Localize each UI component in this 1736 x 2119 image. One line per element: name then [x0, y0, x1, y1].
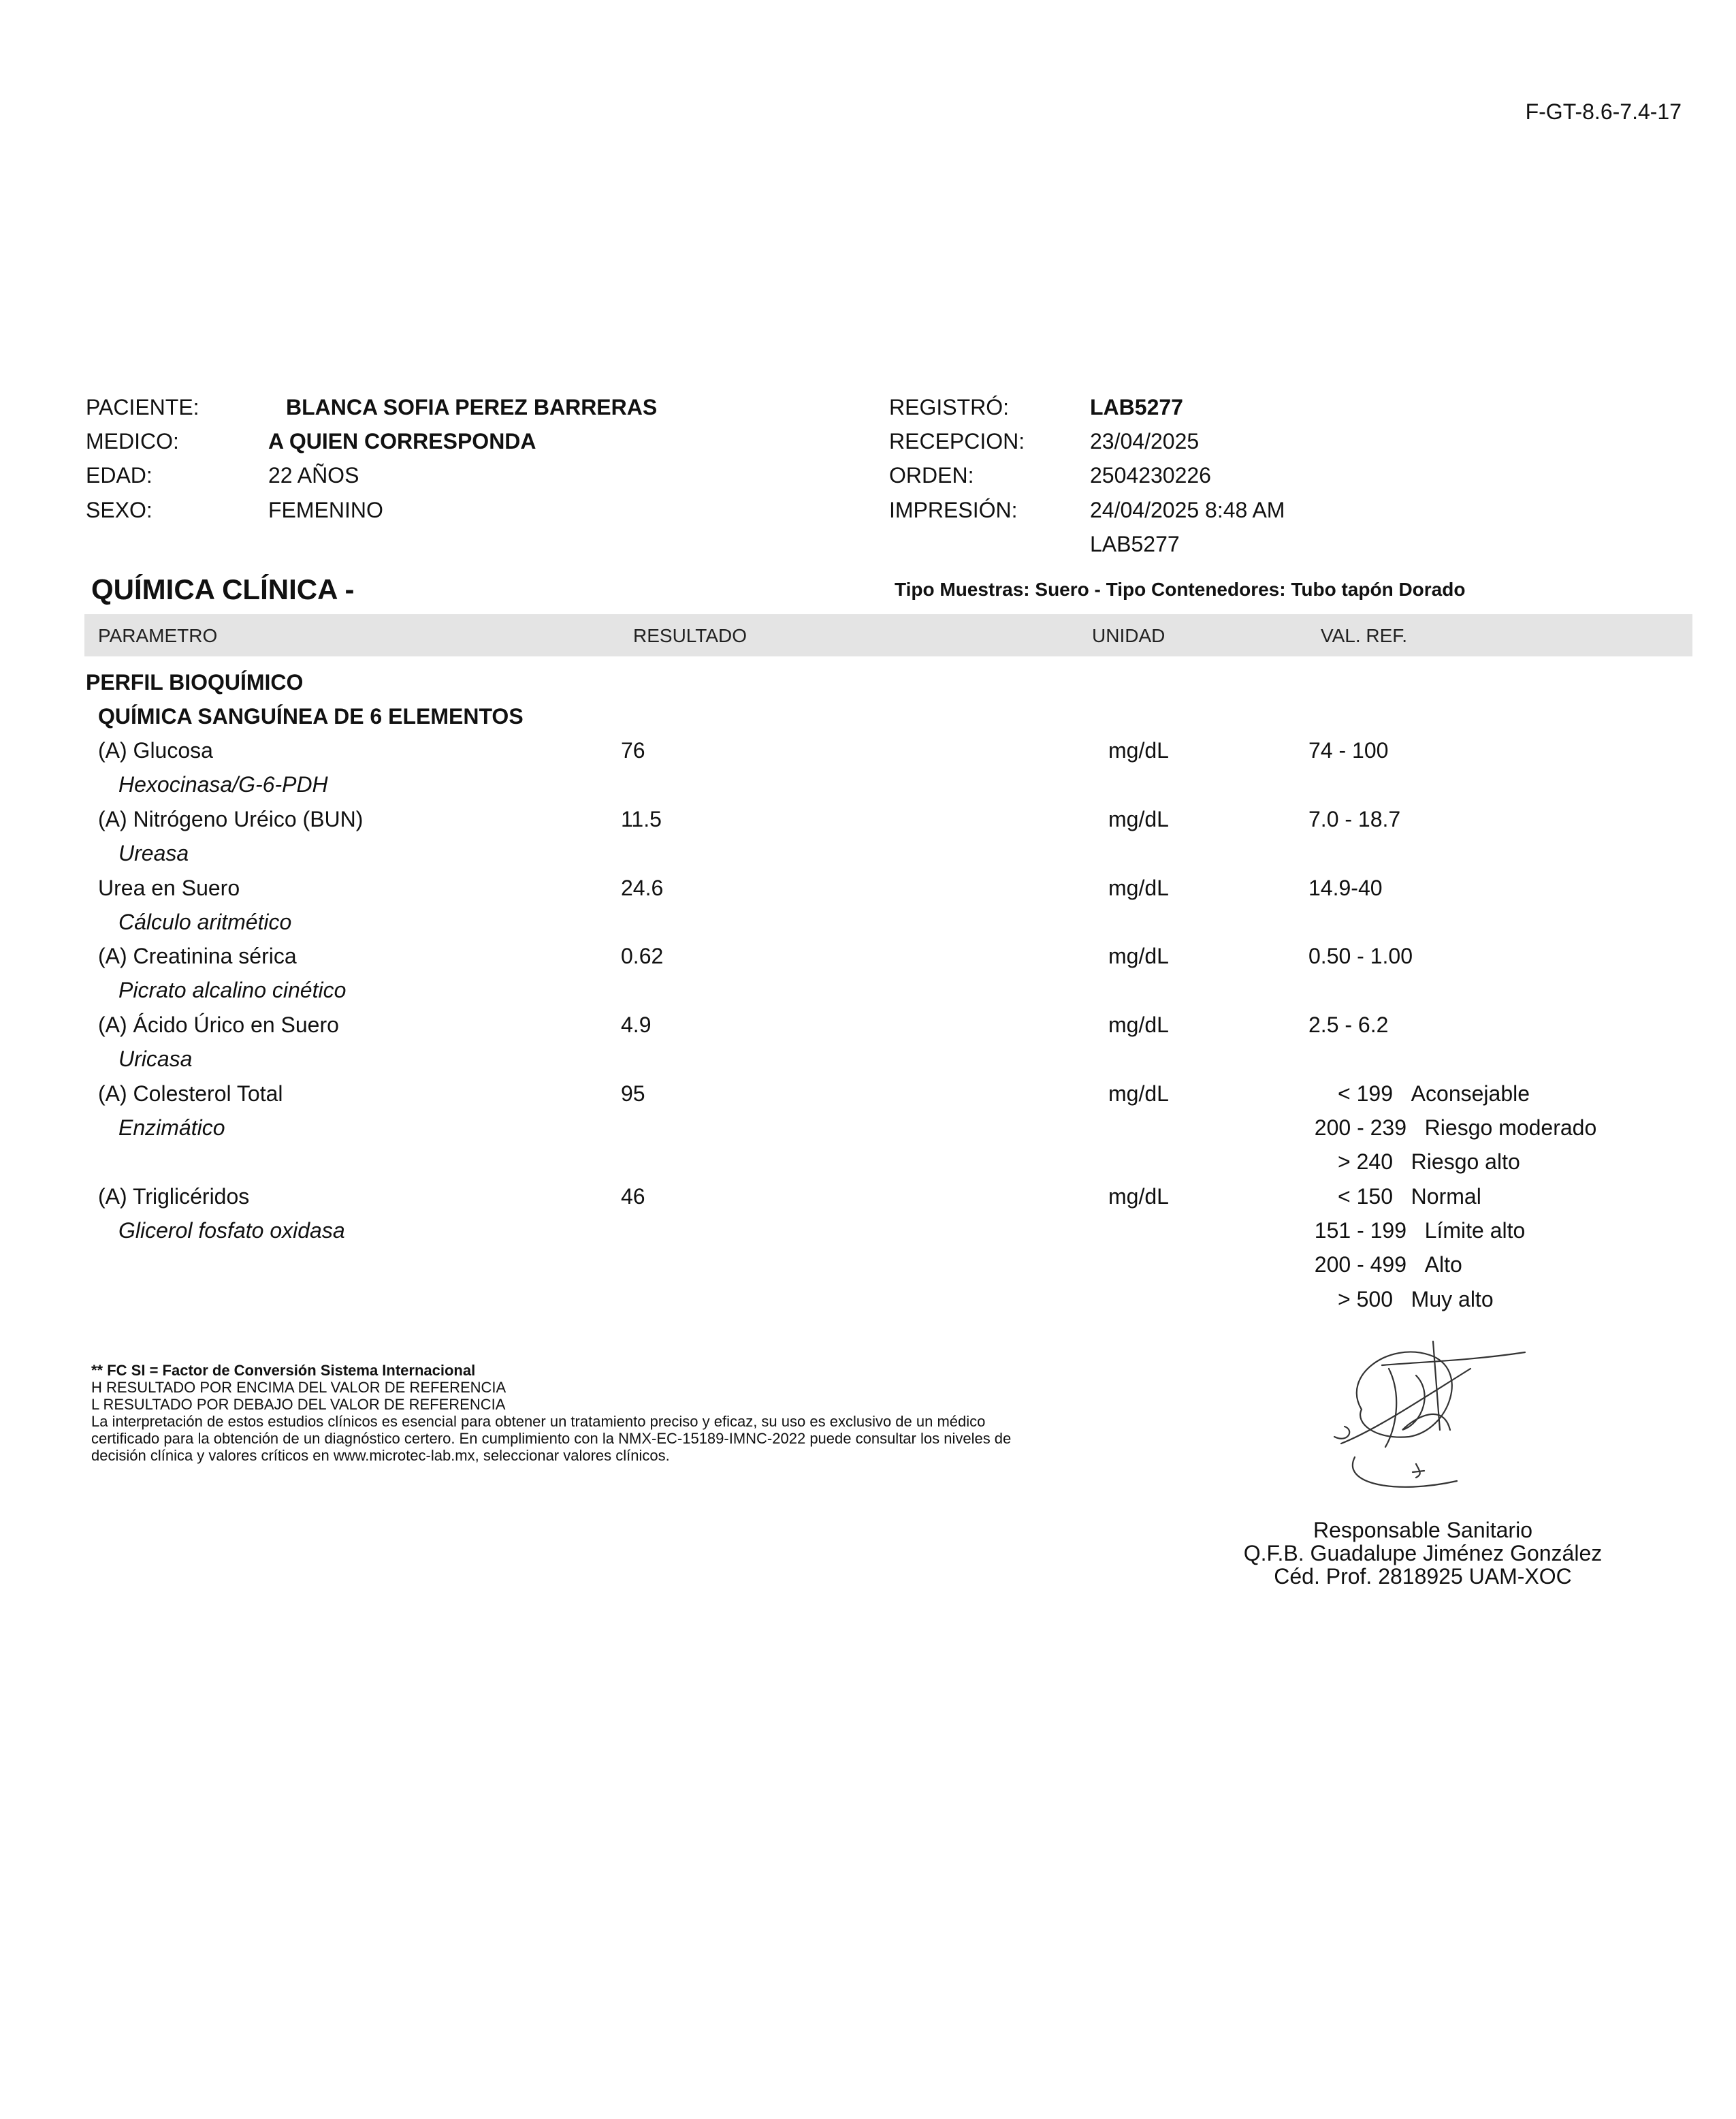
param-unit: mg/dL	[1108, 1081, 1169, 1106]
ref-desc: Riesgo moderado	[1424, 1115, 1597, 1140]
param-unit: mg/dL	[1108, 738, 1169, 763]
param-name: Urea en Suero	[98, 876, 240, 900]
param-value: 76	[621, 738, 645, 763]
ref-range-row	[1308, 1252, 1462, 1277]
col-val-ref: VAL. REF.	[1321, 625, 1408, 646]
param-method: Ureasa	[118, 841, 189, 865]
sample-info: Tipo Muestras: Suero - Tipo Contenedores: Tubo tapón Dorado	[895, 579, 1466, 600]
param-value: 11.5	[621, 807, 662, 831]
param-value: 0.62	[621, 944, 664, 968]
l-note: L RESULTADO POR DEBAJO DEL VALOR DE REFERENCIA	[91, 1396, 506, 1413]
ref-range-row	[1308, 1218, 1525, 1243]
param-name: (A) Triglicéridos	[98, 1184, 250, 1209]
col-parametro: PARAMETRO	[98, 625, 218, 646]
param-method: Glicerol fosfato oxidasa	[118, 1218, 345, 1243]
col-resultado: RESULTADO	[633, 625, 747, 646]
param-unit: mg/dL	[1108, 876, 1169, 900]
registro-label: REGISTRÓ:	[889, 395, 1010, 419]
param-ref: 2.5 - 6.2	[1308, 1013, 1389, 1037]
extra-code: LAB5277	[1090, 532, 1180, 556]
ref-range-row	[1308, 1287, 1494, 1312]
document-code: F-GT-8.6-7.4-17	[1525, 99, 1682, 124]
patient-label: PACIENTE:	[86, 395, 199, 419]
param-name: (A) Nitrógeno Uréico (BUN)	[98, 807, 364, 831]
param-name: (A) Colesterol Total	[98, 1081, 283, 1106]
param-method: Cálculo aritmético	[118, 910, 292, 934]
ref-range: < 199	[1338, 1081, 1393, 1106]
param-ref: 7.0 - 18.7	[1308, 807, 1401, 831]
ref-range: > 500	[1338, 1287, 1393, 1311]
param-unit: mg/dL	[1108, 944, 1169, 968]
sexo-label: SEXO:	[86, 498, 152, 522]
ref-range: 151 - 199	[1314, 1218, 1407, 1243]
profile-title: PERFIL BIOQUÍMICO	[86, 670, 304, 695]
param-method: Hexocinasa/G-6-PDH	[118, 772, 328, 797]
signature-image	[1314, 1328, 1532, 1505]
param-method: Enzimático	[118, 1115, 225, 1140]
table-header	[84, 614, 1692, 656]
param-ref: 0.50 - 1.00	[1308, 944, 1413, 968]
ref-desc: Riesgo alto	[1411, 1149, 1520, 1174]
param-ref: 74 - 100	[1308, 738, 1389, 763]
ref-range-row	[1308, 1149, 1520, 1175]
interpretation-note-2: certificado para la obtención de un diagnóstico certero. En cumplimiento con la NMX-EC-15189-IMNC-2022 puede consultar los niveles de	[91, 1430, 1012, 1447]
medico-value: A QUIEN CORRESPONDA	[268, 429, 536, 453]
interpretation-note-1: La interpretación de estos estudios clínicos es esencial para obtener un tratamiento preciso y eficaz, su uso es exclusivo de un médico	[91, 1413, 986, 1430]
param-ref: 14.9-40	[1308, 876, 1383, 900]
impresion-value: 24/04/2025 8:48 AM	[1090, 498, 1285, 522]
signer-role: Responsable Sanitario	[1313, 1518, 1532, 1542]
col-unidad: UNIDAD	[1092, 625, 1166, 646]
h-note: H RESULTADO POR ENCIMA DEL VALOR DE REFERENCIA	[91, 1379, 507, 1396]
ref-range-row	[1308, 1115, 1596, 1141]
edad-label: EDAD:	[86, 463, 152, 488]
ref-desc: Aconsejable	[1411, 1081, 1530, 1106]
signer-cedula: Céd. Prof. 2818925 UAM-XOC	[1274, 1564, 1572, 1589]
ref-range: < 150	[1338, 1184, 1393, 1209]
param-unit: mg/dL	[1108, 1013, 1169, 1037]
param-unit: mg/dL	[1108, 807, 1169, 831]
edad-value: 22 AÑOS	[268, 463, 359, 488]
ref-range: > 240	[1338, 1149, 1393, 1174]
param-name: (A) Creatinina sérica	[98, 944, 297, 968]
param-value: 46	[621, 1184, 645, 1209]
param-method: Picrato alcalino cinético	[118, 978, 347, 1002]
param-value: 95	[621, 1081, 645, 1106]
param-name: (A) Glucosa	[98, 738, 213, 763]
orden-value: 2504230226	[1090, 463, 1211, 488]
signer-block	[1219, 1518, 1627, 1588]
section-title: QUÍMICA CLÍNICA -	[91, 573, 355, 605]
ref-range-row	[1308, 1184, 1481, 1209]
impresion-label: IMPRESIÓN:	[889, 498, 1018, 522]
subprofile-title: QUÍMICA SANGUÍNEA DE 6 ELEMENTOS	[98, 704, 524, 729]
patient-name: BLANCA SOFIA PEREZ BARRERAS	[286, 395, 658, 419]
orden-label: ORDEN:	[889, 463, 974, 488]
recepcion-label: RECEPCION:	[889, 429, 1025, 453]
ref-desc: Límite alto	[1424, 1218, 1526, 1243]
param-method: Uricasa	[118, 1047, 193, 1071]
ref-desc: Alto	[1424, 1252, 1462, 1277]
param-value: 4.9	[621, 1013, 652, 1037]
param-value: 24.6	[621, 876, 664, 900]
param-name: (A) Ácido Úrico en Suero	[98, 1013, 339, 1037]
param-unit: mg/dL	[1108, 1184, 1169, 1209]
ref-desc: Normal	[1411, 1184, 1481, 1209]
interpretation-note-3: decisión clínica y valores críticos en www.microtec-lab.mx, seleccionar valores clínicos.	[91, 1447, 670, 1464]
ref-range-row	[1308, 1081, 1530, 1106]
recepcion-value: 23/04/2025	[1090, 429, 1200, 453]
signer-name: Q.F.B. Guadalupe Jiménez González	[1243, 1541, 1603, 1565]
footer-notes	[91, 1362, 1011, 1464]
fc-si-note: ** FC SI = Factor de Conversión Sistema Internacional	[91, 1362, 476, 1379]
medico-label: MEDICO:	[86, 429, 179, 453]
registro-value: LAB5277	[1090, 395, 1183, 419]
sexo-value: FEMENINO	[268, 498, 383, 522]
ref-desc: Muy alto	[1411, 1287, 1494, 1311]
ref-range: 200 - 499	[1314, 1252, 1407, 1277]
ref-range: 200 - 239	[1314, 1115, 1407, 1140]
